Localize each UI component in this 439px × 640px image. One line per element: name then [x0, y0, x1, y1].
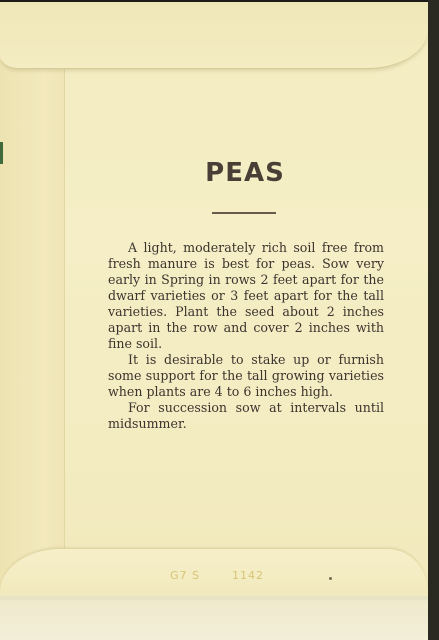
green-edge-mark [0, 142, 3, 164]
title-underline [212, 212, 276, 214]
packet-title: PEAS [205, 158, 285, 188]
bottom-edge [0, 600, 428, 640]
growing-instructions [108, 240, 384, 432]
instruction-paragraph: A light, moderately rich soil free from fresh manure is best for peas. Sow very early in Spring in rows 2 feet apart for the dwarf varieties or 3 feet apart for the tall varieties. Plant the seed about 2 inches apart in the row and cover 2 inches with fine soil. [108, 240, 384, 351]
left-side-fold [0, 60, 65, 600]
instruction-paragraph: For succession sow at intervals until midsummer. [108, 400, 384, 431]
ink-dot [329, 577, 332, 580]
packet-number: 1142 [232, 569, 264, 582]
top-flap [0, 2, 428, 69]
instruction-paragraph: It is desirable to stake up or furnish some support for the tall growing varieties when plants are 4 to 6 inches high. [108, 352, 384, 399]
right-background [428, 0, 439, 640]
packet-code: G7 S [170, 569, 201, 582]
